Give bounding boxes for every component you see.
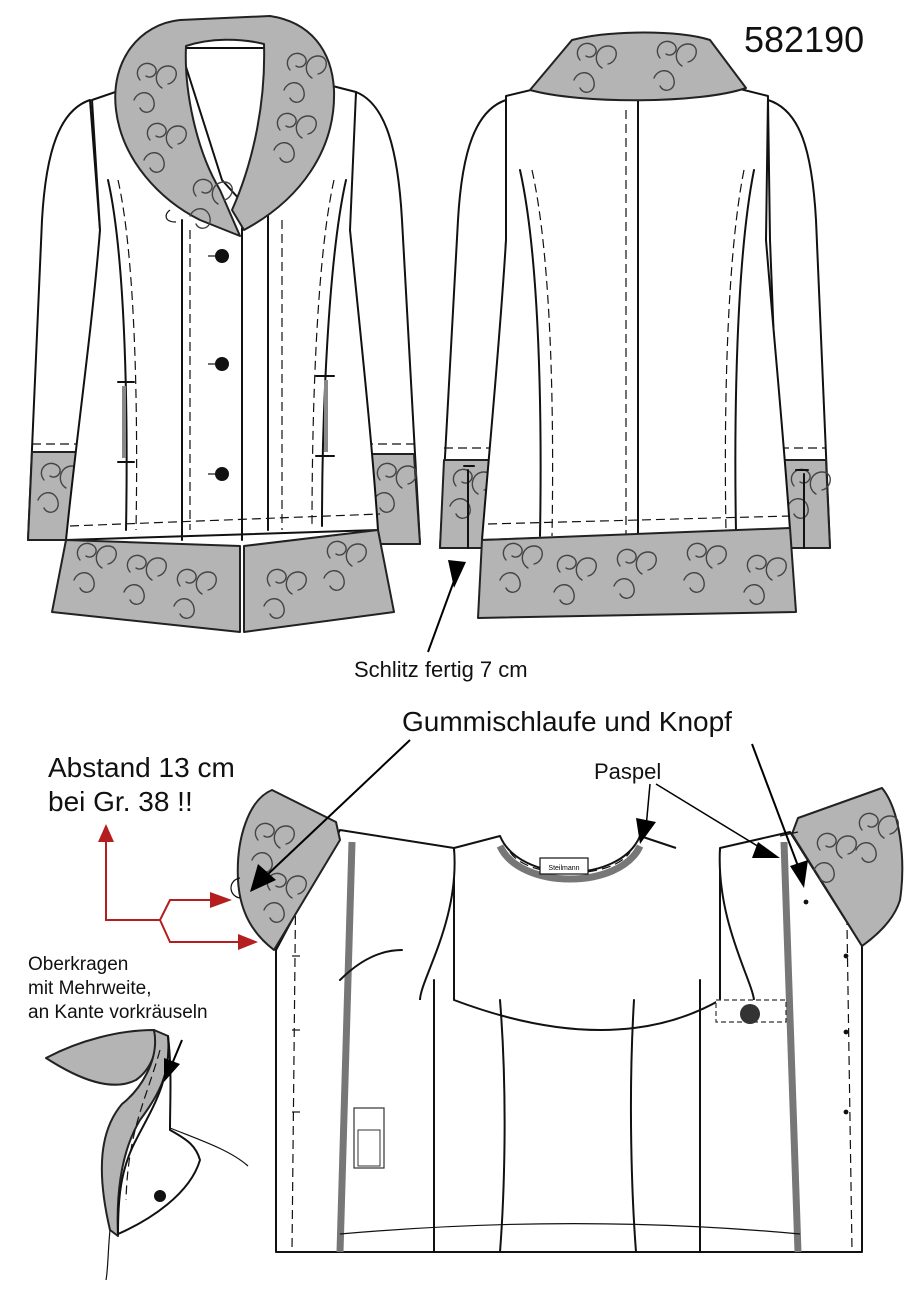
distance-guides [98, 824, 258, 950]
upper-collar-detail-fur [46, 1030, 156, 1085]
piping-label: Paspel [594, 759, 662, 784]
slit-pointer [428, 560, 466, 652]
elastic-loop-label: Gummischlaufe und Knopf [402, 706, 732, 737]
back-view [440, 33, 830, 619]
distance-label-line2: bei Gr. 38 !! [48, 786, 193, 817]
inside-tag-label: Steilmann [548, 865, 580, 872]
slit-label: Schlitz fertig 7 cm [354, 657, 528, 682]
article-number: 582190 [744, 19, 865, 60]
upper-collar-detail [46, 1030, 248, 1280]
distance-label-line1: Abstand 13 cm [48, 752, 235, 783]
upper-collar-label-line1: Oberkragen [28, 954, 129, 975]
back-hem-band [478, 528, 796, 618]
upper-collar-label-line2: mit Mehrweite, [28, 978, 152, 999]
inside-view [231, 788, 902, 1252]
back-body [482, 84, 790, 540]
front-view [28, 16, 420, 632]
front-hem-band [52, 540, 240, 632]
upper-collar-label-line3: an Kante vorkräuseln [28, 1002, 208, 1023]
back-collar [530, 33, 746, 101]
inside-body [276, 830, 862, 1252]
